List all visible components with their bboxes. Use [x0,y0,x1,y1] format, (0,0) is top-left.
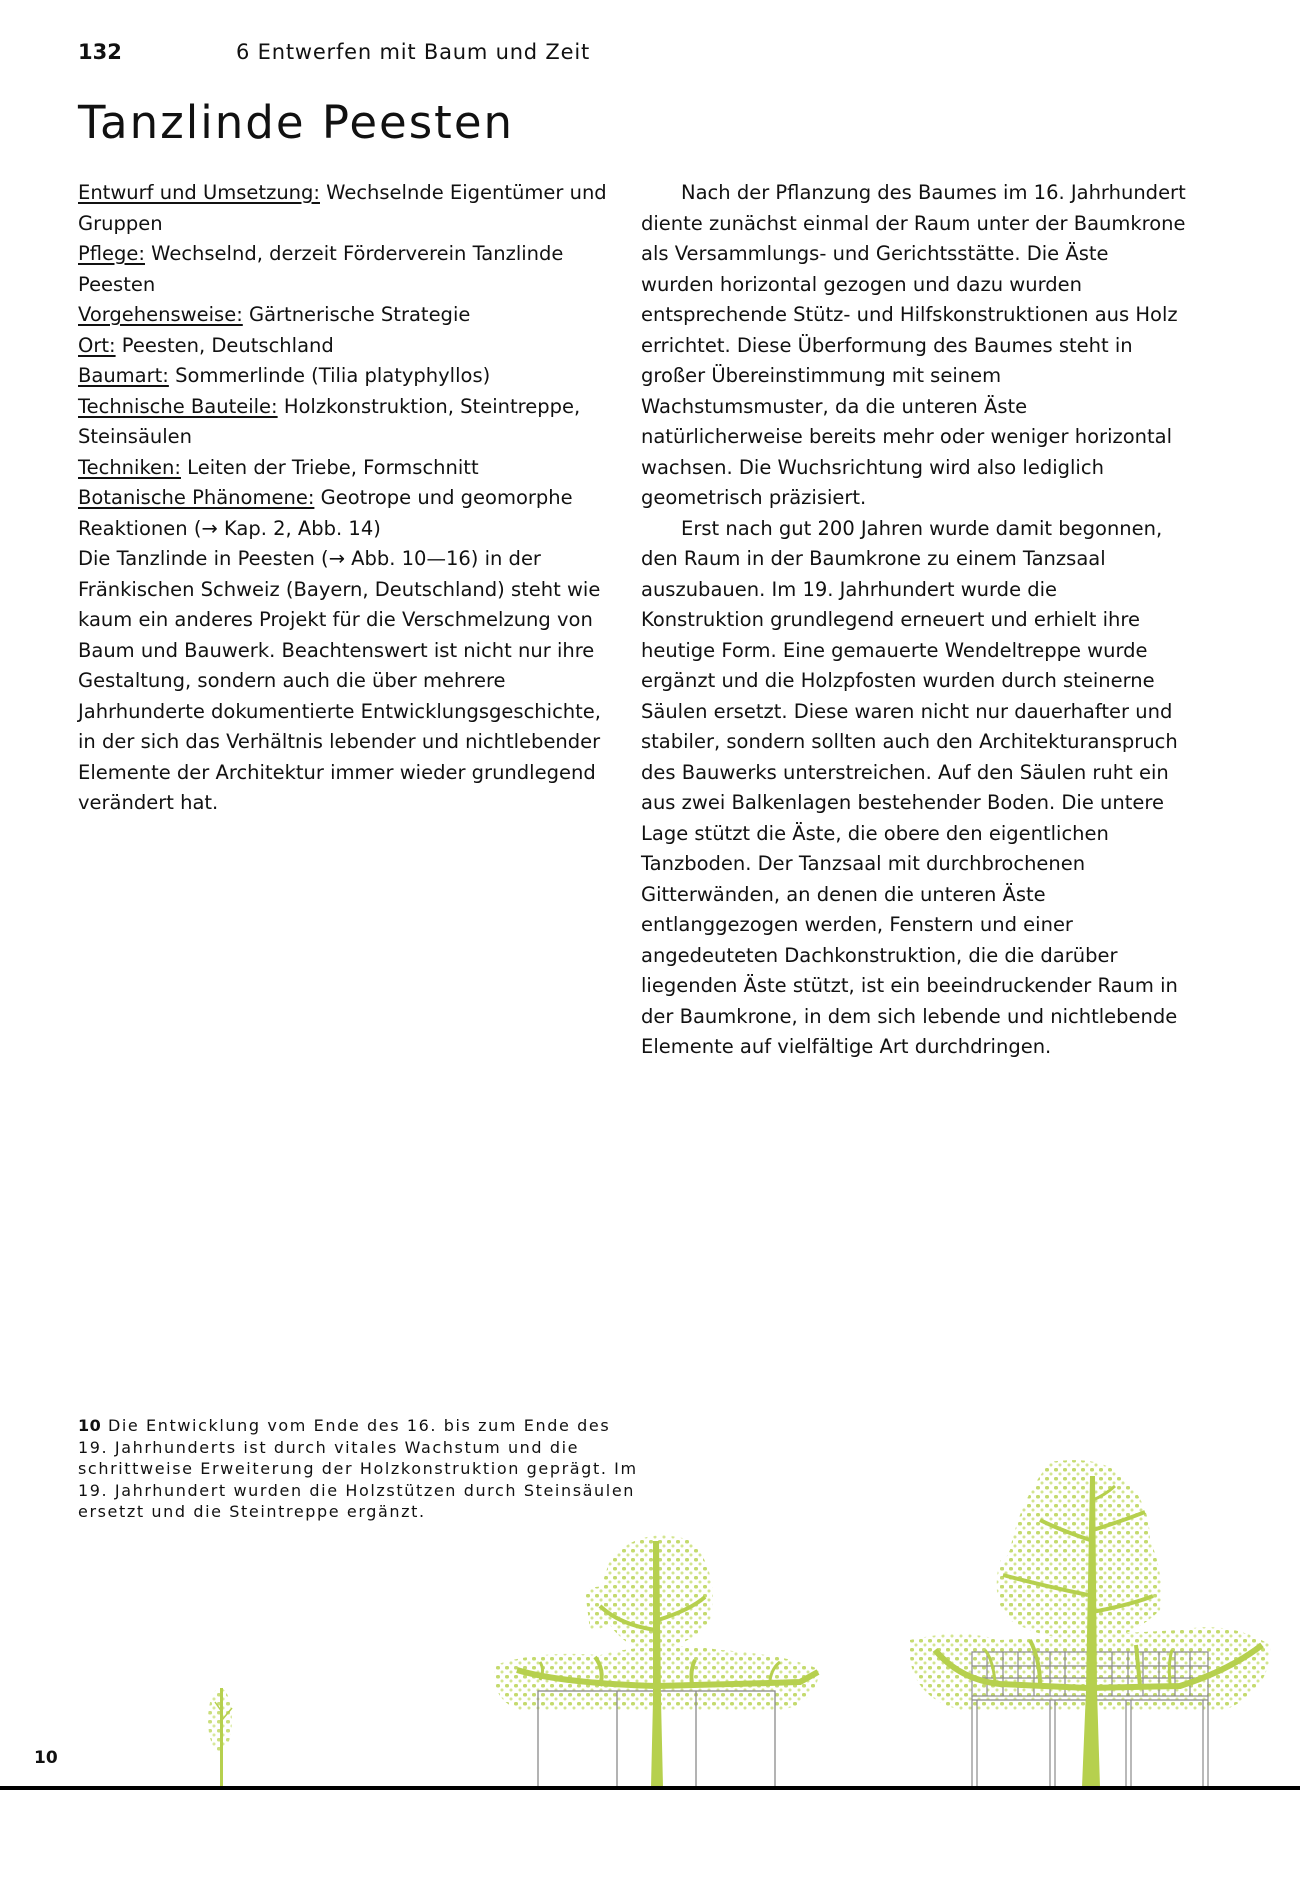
intro-paragraph: Die Tanzlinde in Peesten (→ Abb. 10—16) in der Fränkischen Schweiz (Bayern, Deutschland) steht wie kaum ein anderes Projekt für die Verschmelzung von Baum und Bauwerk. Beachtenswert ist nicht nur ihre Gestaltung, sondern auch die über mehrere Jahrhunderte dokumentierte Entwicklungsgeschichte, in der sich das Verhältnis lebender und nichtlebender Elemente der Architektur immer wieder grundlegend verändert hat. [78,547,602,814]
meta-value: Geotrope und geomorphe Reaktionen (→ Kap. 2, Abb. 14) [78,486,573,540]
right-column [641,178,1186,1063]
page-number: 132 [78,40,122,64]
left-column [78,178,623,819]
figure-number-label: 10 [34,1748,58,1768]
meta-value: Gärtnerische Strategie [242,303,471,326]
caption-text: Die Entwicklung vom Ende des 16. bis zum Ende des 19. Jahrhunderts ist durch vitales Wachstum und die schrittweise Erweiterung der Holzkonstruktion geprägt. Im 19. Jahrhundert wurden die Holzstützen durch Steinsäulen ersetzt und die Steintreppe ergänzt. [78,1416,638,1521]
meta-value: Sommerlinde (Tilia platyphyllos) [168,364,491,387]
meta-value: Leiten der Triebe, Formschnitt [180,455,479,479]
meta-item-design [78,178,623,239]
meta-value: Holzkonstruktion, Steintreppe, Steinsäulen [78,394,581,448]
meta-list [78,178,623,544]
tree-stone-columns-icon [910,1460,1270,1787]
tree-development-illustration [0,1420,1300,1800]
meta-value: Peesten, Deutschland [115,333,334,357]
body-paragraph: Nach der Pflanzung des Baumes im 16. Jahrhundert diente zunächst einmal der Raum unter der Baumkrone als Versammlungs- und Gerichtsstätte. Die Äste wurden horizontal gezogen und dazu wurden entsprechende Stütz- und Hilfskonstruktionen aus Holz errichtet. Diese Überformung des Baumes steht in großer Übereinstimmung mit seinem Wachstumsmuster, da die unteren Äste natürlicherweise bereits mehr oder weniger horizontal wachsen. Die Wuchsrichtung wird also lediglich geometrisch präzisiert. [641,181,1186,509]
caption-figure-number: 10 [78,1416,102,1435]
meta-item-species [78,361,623,392]
meta-value: Wechselnde Eigentümer und Gruppen [78,181,607,235]
meta-label: Techniken: [78,455,181,479]
meta-label: Ort: [78,333,116,357]
meta-label: Entwurf und Umsetzung: [78,181,320,204]
meta-item-techniques [78,453,623,484]
meta-label: Technische Bauteile: [78,394,278,418]
meta-item-approach [78,300,623,331]
page-title: Tanzlinde Peesten [78,96,515,149]
tree-sapling-icon [208,1688,232,1787]
meta-label: Vorgehensweise: [78,303,243,326]
chapter-heading: 6 Entwerfen mit Baum und Zeit [236,40,590,64]
meta-label: Pflege: [78,242,145,265]
meta-item-phenomena [78,483,623,544]
body-paragraph: Erst nach gut 200 Jahren wurde damit begonnen, den Raum in der Baumkrone zu einem Tanzsaal auszubauen. Im 19. Jahrhundert wurde die Konstruktion grundlegend erneuert und erhielt ihre heutige Form. Eine gemauerte Wendeltreppe wurde ergänzt und die Holzpfosten wurden durch steinerne Säulen ersetzt. Diese waren nicht nur dauerhafter und stabiler, sondern sollten auch den Architekturanspruch des Bauwerks unterstreichen. Auf den Säulen ruht ein aus zwei Balkenlagen bestehender Boden. Die untere Lage stützt die Äste, die obere den eigentlichen Tanzboden. Der Tanzsaal mit durchbrochenen Gitterwänden, an denen die unteren Äste entlanggezogen werden, Fenstern und einer angedeuteten Dachkonstruktion, die die darüber liegenden Äste stützt, ist ein beeindruckender Raum in der Baumkrone, in dem sich lebende und nichtlebende Elemente auf vielfältige Art durchdringen. [641,516,1178,1058]
meta-item-care [78,239,623,300]
ground-line [0,1786,1300,1790]
meta-item-components [78,392,623,453]
meta-label: Baumart: [78,364,169,387]
meta-item-location [78,331,623,362]
meta-label: Botanische Phänomene: [78,486,315,509]
tree-wood-frame-icon [494,1536,820,1788]
meta-value: Wechselnd, derzeit Förderverein Tanzlinde Peesten [78,242,564,296]
